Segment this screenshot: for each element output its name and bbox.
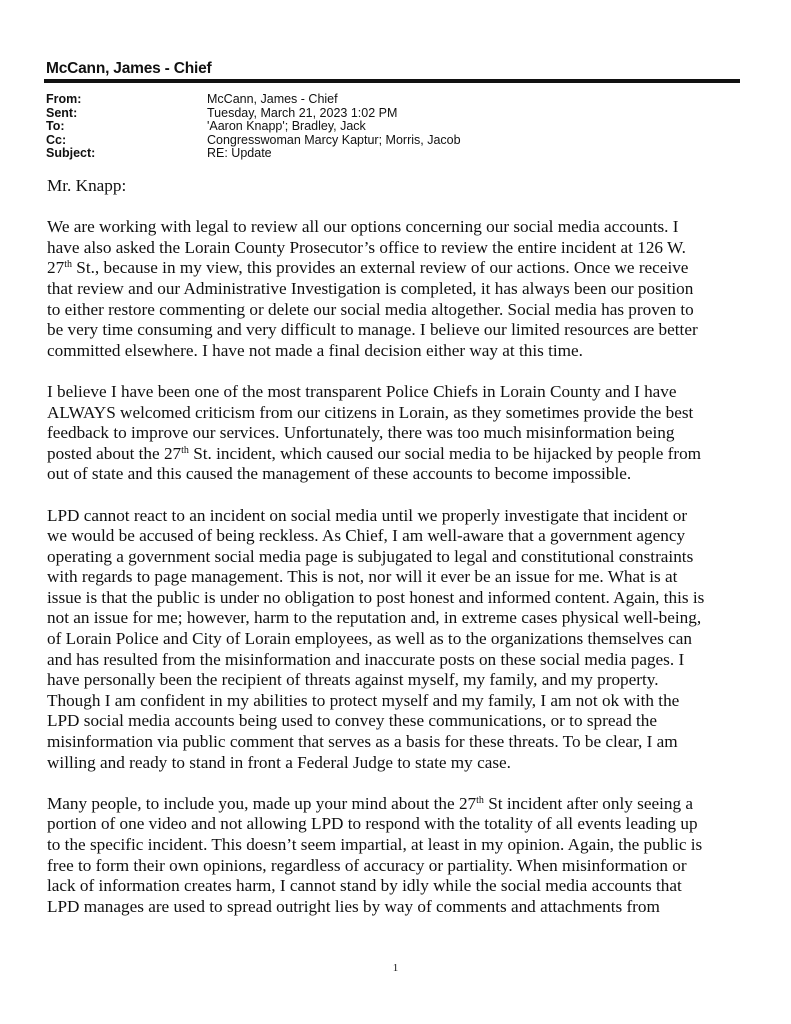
text-line: lack of information creates harm, I cannot stand by idly while the social media accounts that bbox=[47, 876, 682, 896]
text-line: have also asked the Lorain County Prosecutor’s office to review the entire incident at 126 W. bbox=[47, 237, 686, 257]
body-paragraph bbox=[47, 382, 757, 485]
text-run: St. incident, which caused our social media to be hijacked by people from bbox=[188, 443, 702, 463]
text-line: misinformation via public comment that serves as a basis for these threats. To be clear, I am bbox=[47, 732, 678, 752]
text-run: Many people, to include you, made up your mind about the 27 bbox=[47, 793, 477, 813]
text-line: issue is that the public is under no obligation to post honest and informed content. Again, this is bbox=[47, 587, 705, 607]
text-line: LPD manages are used to spread outright lies by way of comments and attachments from bbox=[47, 896, 660, 916]
email-headers bbox=[46, 93, 461, 161]
text-line: LPD cannot react to an incident on social media until we properly investigate that incident or bbox=[47, 505, 688, 525]
text-line: to the specific incident. This doesn’t seem impartial, at least in my opinion. Again, the public is bbox=[47, 835, 703, 854]
email-body bbox=[47, 176, 757, 938]
header-rule bbox=[44, 79, 740, 83]
header-label: From: bbox=[46, 92, 82, 106]
header-value-from: McCann, James - Chief bbox=[207, 92, 338, 106]
text-line: have personally been the recipient of threats against myself, my family, and my property. bbox=[47, 670, 659, 690]
header-label: To: bbox=[46, 119, 65, 134]
header-value-cc: Congresswoman Marcy Kaptur; Morris, Jacob bbox=[207, 132, 461, 147]
header-from bbox=[46, 93, 461, 107]
text-run: posted about the 27 bbox=[47, 443, 182, 463]
header-label: Sent: bbox=[46, 105, 78, 120]
header-sent bbox=[46, 107, 461, 121]
text-run: 27 bbox=[47, 258, 65, 278]
text-line: ALWAYS welcomed criticism from our citizens in Lorain, as they sometimes provide the best bbox=[47, 402, 694, 422]
text-line: we would be accused of being reckless. As Chief, I am well-aware that a government agency bbox=[47, 526, 686, 546]
text-line: We are working with legal to review all our options concerning our social media accounts. I bbox=[47, 217, 679, 237]
text-line: to either restore commenting or delete our social media altogether. Social media has proven to bbox=[47, 299, 694, 319]
text-line: portion of one video and not allowing LPD to respond with the totality of all events leading up bbox=[47, 814, 698, 834]
text-line: committed elsewhere. I have not made a final decision either way at this time. bbox=[47, 340, 583, 360]
body-paragraph bbox=[47, 794, 757, 918]
body-paragraphs bbox=[47, 217, 757, 917]
text-run: St incident after only seeing a bbox=[483, 793, 693, 813]
text-line: I believe I have been one of the most transparent Police Chiefs in Lorain County and I have bbox=[47, 381, 677, 401]
header-value-subject: RE: Update bbox=[207, 146, 272, 161]
header-label: Subject: bbox=[46, 146, 96, 161]
text-line: free to form their own opinions, regardless of accuracy or partiality. When misinformation or bbox=[47, 855, 687, 875]
body-paragraph bbox=[47, 217, 757, 361]
header-value-sent: Tuesday, March 21, 2023 1:02 PM bbox=[207, 105, 398, 120]
text-line: with regards to page management. This is not, nor will it ever be an issue for me. What is at bbox=[47, 567, 678, 587]
text-line: operating a government social media page is subjugated to legal and constitutional constraints bbox=[47, 546, 694, 566]
body-paragraph bbox=[47, 506, 757, 774]
header-value-to: 'Aaron Knapp'; Bradley, Jack bbox=[207, 119, 366, 134]
text-line: willing and ready to stand in front a Federal Judge to state my case. bbox=[47, 752, 511, 772]
text-run: St., because in my view, this provides an external review of our actions. Once we receive bbox=[71, 258, 689, 278]
ordinal-superscript: th bbox=[181, 444, 189, 456]
page-number: 1 bbox=[392, 962, 399, 974]
text-line: not an issue for me; however, harm to the reputation and, in extreme cases physical well-being, bbox=[47, 608, 702, 628]
text-line: out of state and this caused the management of these accounts to become impossible. bbox=[47, 464, 632, 484]
header-cc bbox=[46, 134, 461, 148]
ordinal-superscript: th bbox=[476, 794, 484, 806]
header-label: Cc: bbox=[46, 132, 67, 147]
header-subject bbox=[46, 147, 461, 161]
text-line: Though I am confident in my abilities to protect myself and my family, I am not ok with the bbox=[47, 690, 680, 710]
text-line bbox=[47, 258, 757, 279]
text-line: of Lorain Police and City of Lorain employees, as well as to the organizations themselves can bbox=[47, 629, 692, 649]
email-owner-title: McCann, James - Chief bbox=[46, 60, 212, 77]
text-line: and has resulted from the misinformation and inaccurate posts on these social media pages. I bbox=[47, 649, 685, 669]
text-line bbox=[47, 794, 757, 815]
salutation: Mr. Knapp: bbox=[47, 176, 127, 195]
ordinal-superscript: th bbox=[64, 259, 72, 271]
text-line bbox=[47, 444, 757, 465]
text-line: be very time consuming and very difficult to manage. I believe our limited resources are better bbox=[47, 320, 698, 340]
header-to bbox=[46, 120, 461, 134]
text-line: LPD social media accounts being used to convey these communications, or to spread the bbox=[47, 711, 657, 731]
text-line: feedback to improve our services. Unfortunately, there was too much misinformation being bbox=[47, 423, 675, 443]
text-line: that review and our Administrative Investigation is completed, it has always been our position bbox=[47, 278, 694, 298]
